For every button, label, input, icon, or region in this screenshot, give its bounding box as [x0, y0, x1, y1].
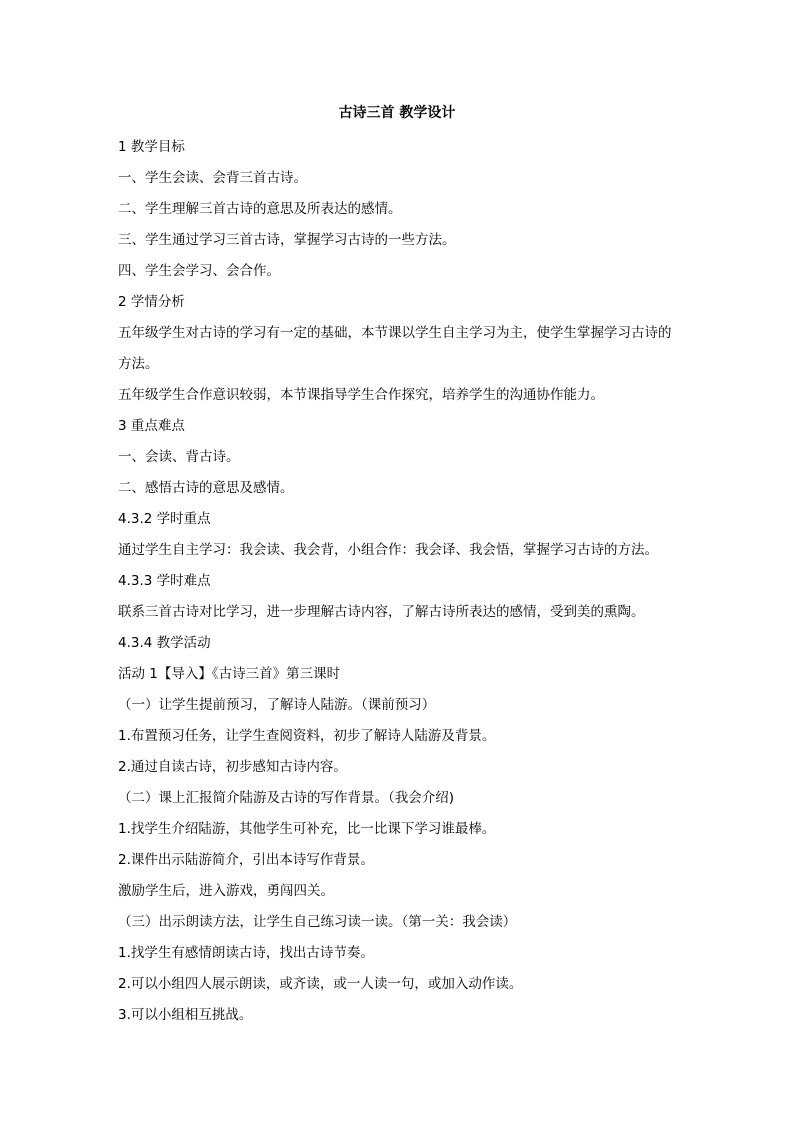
text-line: （二）课上汇报简介陆游及古诗的写作背景。（我会介绍): [118, 790, 455, 806]
text-line: 四、学生会学习、会合作。: [118, 263, 280, 279]
section-heading-lesson-difficulty: 4.3.3 学时难点: [118, 573, 211, 589]
text-line: 一、会读、背古诗。: [118, 449, 240, 465]
section-heading-lesson-focus: 4.3.2 学时重点: [118, 511, 211, 527]
text-line: 2.课件出示陆游简介，引出本诗写作背景。: [118, 852, 374, 868]
activity-heading: 活动 1【导入】《古诗三首》第三课时: [118, 666, 341, 682]
section-heading-key-points: 3 重点难点: [118, 418, 185, 434]
text-line: 3.可以小组相互挑战。: [118, 1007, 253, 1023]
text-line: （三）出示朗读方法，让学生自己练习读一读。（第一关：我会读）: [118, 914, 517, 930]
text-line: 1.布置预习任务，让学生查阅资料，初步了解诗人陆游及背景。: [118, 728, 496, 744]
section-heading-activities: 4.3.4 教学活动: [118, 635, 211, 651]
text-line: 二、感悟古诗的意思及感情。: [118, 480, 294, 496]
text-line: 1.找学生介绍陆游，其他学生可补充，比一比课下学习谁最棒。: [118, 821, 496, 837]
text-line: （一）让学生提前预习，了解诗人陆游。（课前预习）: [118, 697, 436, 713]
text-line: 2.通过自读古诗，初步感知古诗内容。: [118, 759, 347, 775]
section-heading-analysis: 2 学情分析: [118, 294, 185, 310]
text-line: 一、学生会读、会背三首古诗。: [118, 170, 307, 186]
text-line: 联系三首古诗对比学习，进一步理解古诗内容，了解古诗所表达的感情，受到美的熏陶。: [118, 604, 645, 620]
text-line: 激励学生后，进入游戏，勇闯四关。: [118, 883, 334, 899]
text-paragraph: 五年级学生对古诗的学习有一定的基础，本节课以学生自主学习为主，使学生掌握学习古诗的方法。: [118, 325, 672, 372]
text-line: 五年级学生合作意识较弱，本节课指导学生合作探究，培养学生的沟通协作能力。: [118, 387, 604, 403]
text-line: 二、学生理解三首古诗的意思及所表达的感情。: [118, 201, 402, 217]
section-heading-objectives: 1 教学目标: [118, 139, 185, 155]
document-title: 古诗三首 教学设计: [338, 105, 456, 121]
document-body: [118, 132, 678, 1031]
text-line: 通过学生自主学习：我会读、我会背，小组合作：我会译、我会悟，掌握学习古诗的方法。: [118, 542, 658, 558]
text-line: 2.可以小组四人展示朗读，或齐读，或一人读一句，或加入动作读。: [118, 976, 523, 992]
text-line: 1.找学生有感情朗读古诗，找出古诗节奏。: [118, 945, 374, 961]
text-line: 三、学生通过学习三首古诗，掌握学习古诗的一些方法。: [118, 232, 456, 248]
